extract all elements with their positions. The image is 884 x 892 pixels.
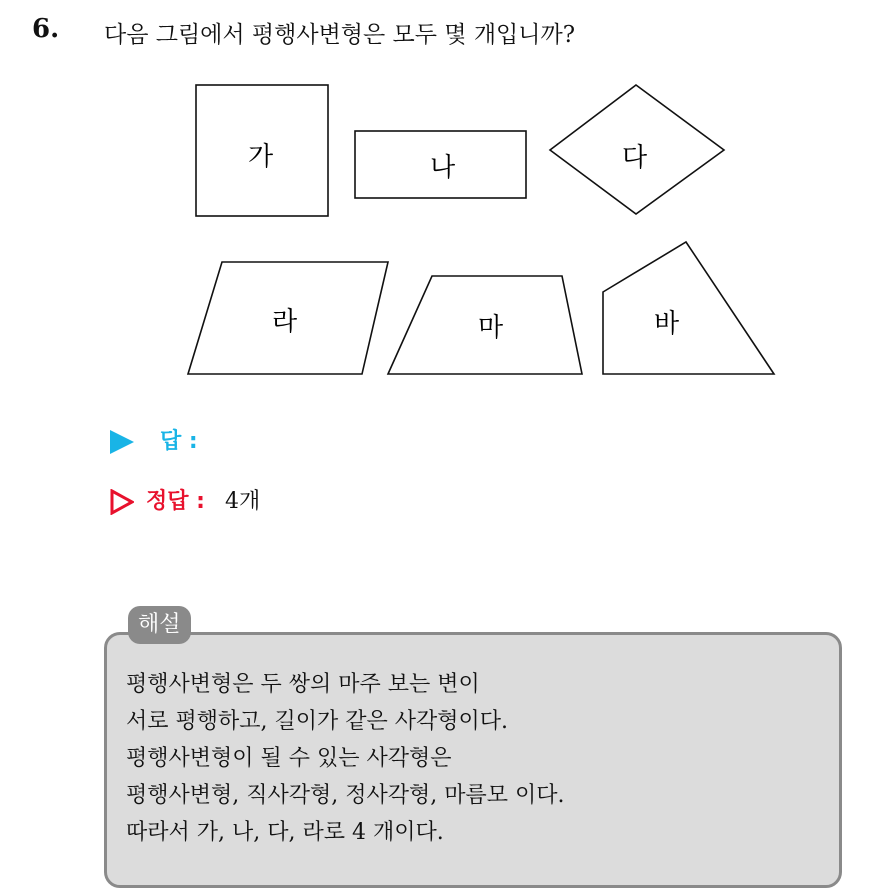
shape-label-ba: 바 (654, 309, 680, 339)
explanation-tag: 해설 (128, 606, 191, 644)
shape-label-ra: 라 (272, 307, 298, 337)
explanation-line: 서로 평행하고, 길이가 같은 사각형이다. (126, 709, 508, 734)
correct-answer-value: 4개 (224, 489, 261, 514)
explanation-line: 평행사변형, 직사각형, 정사각형, 마름모 이다. (126, 783, 565, 808)
answer-blank-row (110, 424, 198, 455)
outline-triangle-icon (110, 489, 134, 515)
shape-irregular (603, 242, 774, 374)
shape-label-da: 다 (622, 143, 648, 173)
shape-label-ga: 가 (248, 142, 274, 172)
explanation-line: 따라서 가, 나, 다, 라로 4 개이다. (126, 820, 444, 845)
explanation-line: 평행사변형이 될 수 있는 사각형은 (126, 746, 452, 771)
explanation-text (126, 666, 564, 851)
correct-answer-row (110, 484, 260, 515)
shape-label-ma: 마 (478, 313, 504, 343)
question-text: 다음 그림에서 평행사변형은 모두 몇 개입니까? (104, 22, 576, 48)
shape-label-na: 나 (430, 153, 456, 183)
question-number: 6. (32, 14, 60, 44)
correct-answer-label: 정답 : (146, 489, 205, 514)
answer-blank-label: 답 : (160, 429, 198, 454)
explanation-line: 평행사변형은 두 쌍의 마주 보는 변이 (126, 672, 480, 697)
shapes-figure (0, 0, 884, 400)
play-triangle-icon (110, 430, 134, 454)
